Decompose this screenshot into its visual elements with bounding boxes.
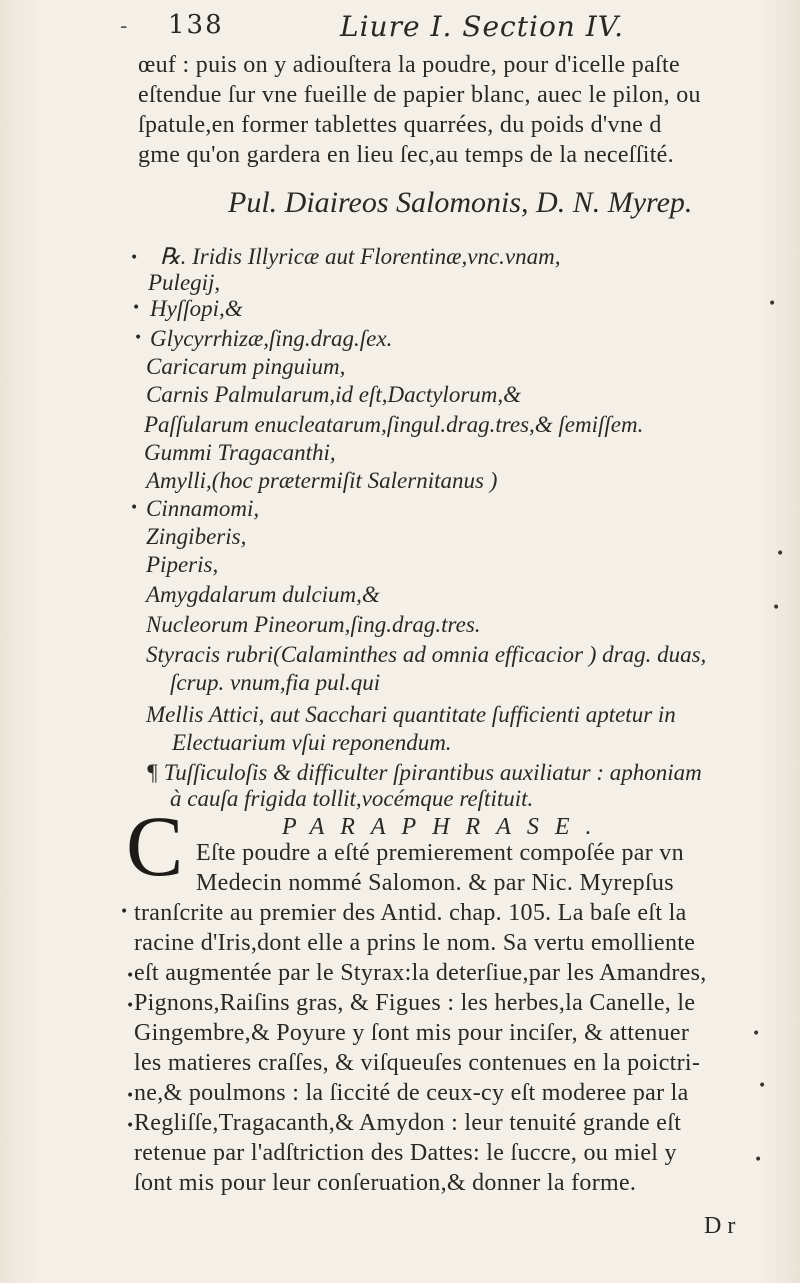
paraphrase-line: racine d'Iris,dont elle a prins le nom. Sa vertu emolliente [134, 930, 696, 956]
recipe-line: ¶ Tuſſiculoſis & difficulter ſpirantibus auxiliatur : aphoniam [146, 760, 702, 785]
paraphrase-line: eſt augmentée par le Styrax:la deterſiue,par les Amandres, [134, 960, 707, 986]
paraphrase-line: ſont mis pour leur conſeruation,& donner la forme. [134, 1170, 637, 1196]
recipe-line: Pulegij, [148, 270, 221, 295]
paraphrase-heading: PARAPHRASE. [282, 814, 608, 840]
margin-mark-icon: • [126, 1118, 135, 1134]
recipe-line: Cinnamomi, [146, 496, 260, 521]
margin-mark-icon: • [130, 250, 139, 266]
catchword: D r [704, 1213, 736, 1239]
recipe-line: Piperis, [146, 552, 219, 577]
paraphrase-line: Medecin nommé Salomon. & par Nic. Myrepſus [196, 870, 674, 896]
body-line: gme qu'on gardera en lieu ſec,au temps de la neceſſité. [138, 142, 674, 168]
recipe-title: Pul. Diaireos Salomonis, D. N. Myrep. [228, 186, 693, 219]
recipe-line: Mellis Attici, aut Sacchari quantitate ſufficienti aptetur in [146, 702, 676, 727]
recipe-line: Electuarium vſui reponendum. [172, 730, 452, 755]
body-line: ſpatule,en former tablettes quarrées, du poids d'vne d [138, 112, 662, 138]
recipe-line: Amygdalarum dulcium,& [146, 582, 380, 607]
recipe-line: Caricarum pinguium, [146, 354, 346, 379]
paraphrase-line: les matieres craſſes, & viſqueuſes contenues en la poictri- [134, 1050, 701, 1076]
page-number: 138 [168, 10, 224, 40]
paraphrase-line: tranſcrite au premier des Antid. chap. 105. La baſe eſt la [134, 900, 687, 926]
recipe-line: Paſſularum enucleatarum,ſingul.drag.tres,& ſemiſſem. [144, 412, 644, 437]
paraphrase-line: Pignons,Raiſins gras, & Figues : les herbes,la Canelle, le [134, 990, 696, 1016]
recipe-line: Nucleorum Pineorum,ſing.drag.tres. [146, 612, 481, 637]
margin-mark-icon: • [126, 1088, 135, 1104]
paraphrase-line: Eſte poudre a eſté premierement compoſée par vn [196, 840, 684, 866]
recipe-line: Hyſſopi,& [150, 296, 243, 321]
margin-mark-icon: • [126, 998, 135, 1014]
recipe-line: Amylli,(hoc prætermiſit Salernitanus ) [146, 468, 498, 493]
margin-mark-icon: • [772, 600, 781, 616]
margin-mark-icon: • [754, 1152, 763, 1168]
recipe-line: Gummi Tragacanthi, [144, 440, 336, 465]
body-line: œuf : puis on y adiouſtera la poudre, pour d'icelle paſte [138, 52, 680, 78]
recipe-line: à cauſa frigida tollit,vocémque reſtituit. [170, 786, 534, 811]
body-line: eſtendue ſur vne fueille de papier blanc, auec le pilon, ou [138, 82, 701, 108]
margin-mark-icon: • [120, 904, 129, 920]
margin-mark-icon: • [132, 300, 141, 316]
paraphrase-line: Regliſſe,Tragacanth,& Amydon : leur tenuité grande eſt [134, 1110, 682, 1136]
recipe-line: Zingiberis, [146, 524, 247, 549]
margin-mark-icon: • [776, 546, 785, 562]
margin-mark-icon: • [752, 1026, 761, 1042]
margin-mark-icon: • [130, 500, 139, 516]
drop-cap-initial: C [126, 798, 184, 894]
margin-mark-icon: • [126, 968, 135, 984]
header-margin-mark: - [120, 14, 128, 39]
paraphrase-line: Gingembre,& Poyure y ſont mis pour inciſer, & attenuer [134, 1020, 690, 1046]
page-header [0, 10, 800, 50]
margin-mark-icon: • [768, 296, 777, 312]
recipe-line: Styracis rubri(Calaminthes ad omnia efficacior ) drag. duas, [146, 642, 707, 667]
paraphrase-line: ne,& poulmons : la ſiccité de ceux-cy eſt moderee par la [134, 1080, 689, 1106]
recipe-line: ℞. Iridis Illyricæ aut Florentinæ,vnc.vnam, [160, 244, 561, 269]
recipe-line: ſcrup. vnum,fia pul.qui [170, 670, 381, 695]
margin-mark-icon: • [758, 1078, 767, 1094]
running-head: Liure I. Section IV. [340, 10, 625, 43]
recipe-line: Carnis Palmularum,id eſt,Dactylorum,& [146, 382, 522, 407]
margin-mark-icon: • [134, 330, 143, 346]
paraphrase-line: retenue par l'adſtriction des Dattes: le ſuccre, ou miel y [134, 1140, 677, 1166]
recipe-line: Glycyrrhizæ,ſing.drag.ſex. [150, 326, 393, 351]
